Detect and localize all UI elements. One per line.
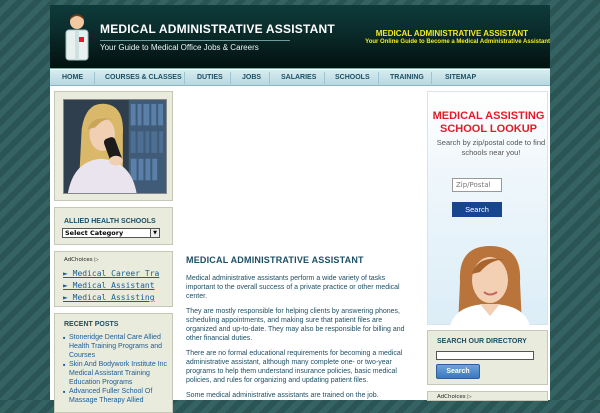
directory-search-button[interactable]: Search (436, 364, 480, 379)
nav-training[interactable]: TRAINING (390, 74, 424, 81)
nav-separator (269, 72, 270, 84)
content-paragraph: There are no formal educational requirements for becoming a medical administrative assistant, although many complete one- or two-year programs to help them understand insurance policies, basic medical policies, and rules for organizing and updating patient files. (186, 350, 403, 384)
nav-separator (378, 72, 379, 84)
nav-separator (94, 72, 95, 84)
category-select-value: Select Category (65, 229, 124, 237)
ad-link[interactable]: ► Medical Assisting (63, 293, 155, 302)
nav-sitemap[interactable]: SITEMAP (445, 74, 477, 81)
title-divider (100, 40, 290, 41)
site-title[interactable]: MEDICAL ADMINISTRATIVE ASSISTANT (100, 22, 335, 36)
right-ad-box (427, 391, 548, 401)
ad-links-box (54, 251, 173, 307)
nav-courses-classes[interactable]: COURSES & CLASSES (105, 74, 182, 81)
content-paragraph: Medical administrative assistants perform a wide variety of tasks important to the overall success of a private practice or other medical center. (186, 275, 400, 300)
recent-post-link[interactable]: ■ Skin And Bodywork Institute Inc Medical Assistant Training Education Programs (63, 360, 171, 387)
ad-link[interactable]: ► Medical Assistant (63, 281, 155, 290)
nav-home[interactable]: HOME (62, 74, 83, 81)
zip-input[interactable]: Zip/Postal (452, 178, 502, 192)
nav-separator (230, 72, 231, 84)
header-right-subtitle: Your Online Guide to Become a Medical Administrative Assistant (365, 39, 550, 45)
receptionist-photo (63, 99, 167, 194)
adchoices-label[interactable]: AdChoices ▷ (64, 257, 99, 263)
chevron-down-icon[interactable]: ▼ (150, 229, 159, 237)
school-lookup-widget (427, 91, 548, 325)
lookup-description: Search by zip/postal code to find schools near you! (436, 138, 546, 157)
photo-box (54, 91, 173, 201)
recent-posts-box (54, 313, 173, 413)
directory-search-box (427, 330, 548, 385)
header-right-title: MEDICAL ADMINISTRATIVE ASSISTANT (375, 29, 528, 38)
content-paragraph: Some medical administrative assistants are trained on the job. (186, 392, 379, 399)
page-title: MEDICAL ADMINISTRATIVE ASSISTANT (186, 255, 364, 265)
directory-title: SEARCH OUR DIRECTORY (437, 338, 527, 345)
nav-separator (184, 72, 185, 84)
medical-assistant-logo-icon (62, 13, 92, 61)
allied-health-title: ALLIED HEALTH SCHOOLS (64, 218, 156, 225)
zip-search-button[interactable]: Search (452, 202, 502, 217)
page-wrapper (50, 5, 550, 404)
recent-posts-list (63, 333, 171, 405)
directory-search-input[interactable] (436, 351, 534, 360)
main-nav (50, 70, 550, 86)
nurse-photo (440, 242, 540, 326)
nav-schools[interactable]: SCHOOLS (335, 74, 370, 81)
recent-post-link[interactable]: ■ Advanced Fuller School Of Massage Therapy Allied (63, 387, 171, 405)
site-header (50, 5, 550, 69)
lookup-title-line1: MEDICAL ASSISTING (432, 110, 545, 122)
nav-jobs[interactable]: JOBS (242, 74, 262, 81)
allied-health-box (54, 207, 173, 245)
recent-posts-title: RECENT POSTS (64, 321, 119, 328)
lookup-title-line2: SCHOOL LOOKUP (440, 123, 537, 135)
adchoices-label[interactable]: AdChoices ▷ (437, 394, 472, 400)
category-select[interactable] (62, 228, 160, 238)
recent-post-link[interactable]: ■ Stoneridge Dental Care Allied Health Training Programs and Courses (63, 333, 171, 360)
ad-link[interactable]: ► Medical Career Tra (63, 269, 160, 278)
content-paragraph: They are mostly responsible for helping clients by answering phones, scheduling appointments, and making sure that patient files are organized and up-to-date. They may also be responsible for billing and other financial duties. (186, 308, 405, 342)
main-content (186, 255, 414, 406)
site-tagline: Your Guide to Medical Office Jobs & Careers (100, 43, 259, 52)
nav-duties[interactable]: DUTIES (197, 74, 223, 81)
nav-separator (431, 72, 432, 84)
nav-salaries[interactable]: SALARIES (281, 74, 317, 81)
nav-separator (324, 72, 325, 84)
